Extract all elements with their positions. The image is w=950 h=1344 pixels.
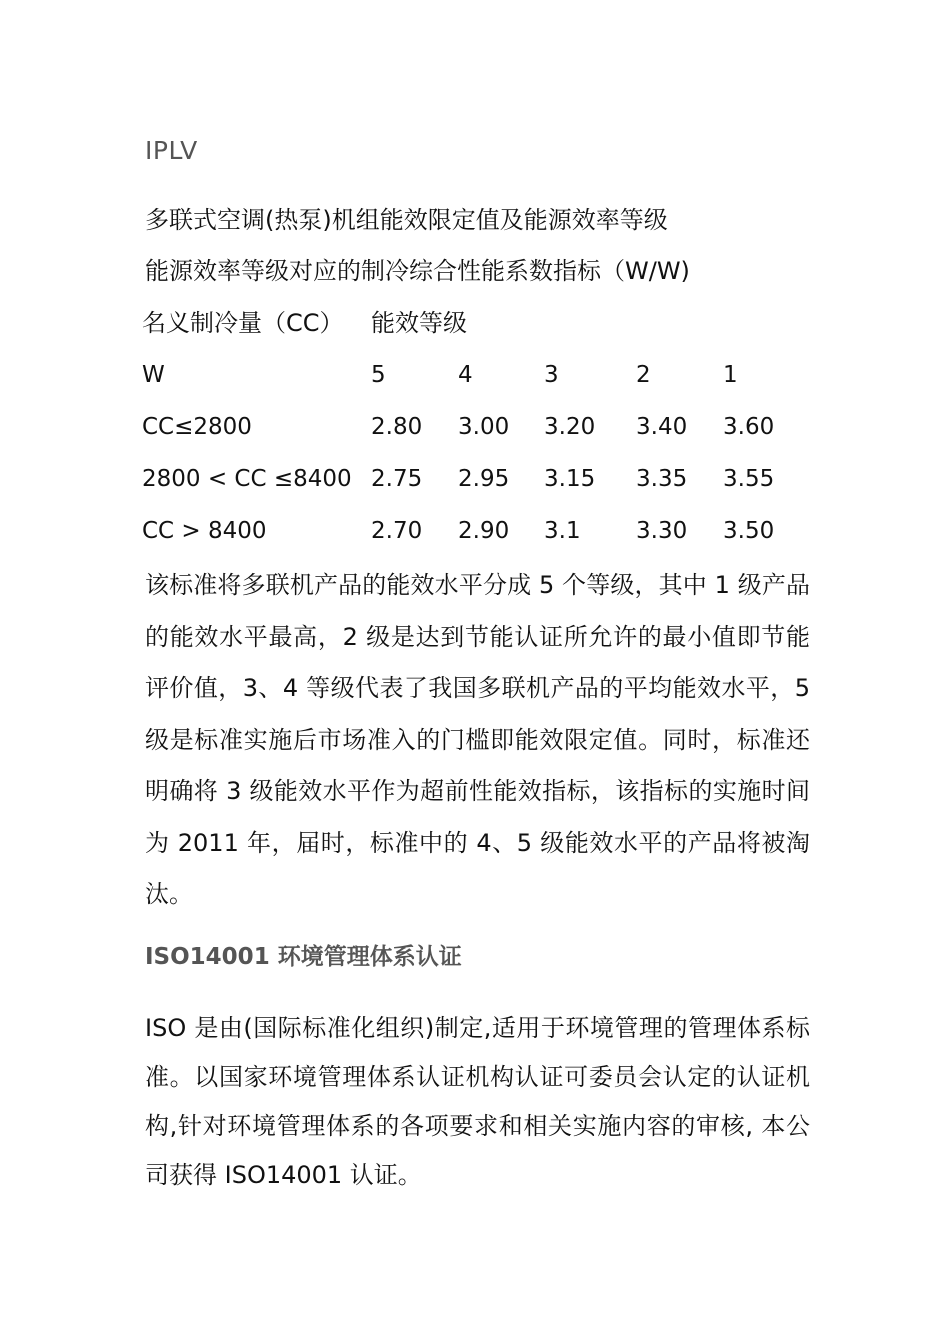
value-cell: 3.1	[544, 518, 581, 544]
value-cell: 3.40	[636, 414, 688, 440]
value-cell: 2.80	[371, 414, 423, 440]
value-cell: 2.70	[371, 518, 423, 544]
standard-subtitle: 能源效率等级对应的制冷综合性能系数指标（W/W)	[145, 257, 690, 285]
value-cell: 3.20	[544, 414, 596, 440]
grade-label: 能效等级	[371, 309, 467, 337]
iso-description-paragraph: ISO 是由(国际标准化组织)制定,适用于环境管理的管理体系标准。以国家环境管理体系认证机构认证可委员会认定的认证机构,针对环境管理体系的各项要求和相关实施内容的审核, 本公司获得 ISO14001 认证。	[145, 1014, 810, 1189]
value-cell: 3.50	[723, 518, 775, 544]
range-cell: 2800 < CC ≤8400	[142, 466, 352, 492]
value-cell: 3.00	[458, 414, 510, 440]
value-cell: 2.90	[458, 518, 510, 544]
value-cell: 2.95	[458, 466, 510, 492]
value-cell: 3.55	[723, 466, 775, 492]
standard-description-paragraph: 该标准将多联机产品的能效水平分成 5 个等级，其中 1 级产品的能效水平最高，2 级是达到节能认证所允许的最小值即节能评价值，3、4 等级代表了我国多联机产品的平均能效水平，5 级是标准实施后市场准入的门槛即能效限定值。同时，标准还明确将 3 级能效水平作为超前性能效指标，该指标的实施时间为 2011 年，届时，标准中的 4、5 级能效水平的产品将被淘汰。	[145, 571, 810, 908]
value-cell: 2.75	[371, 466, 423, 492]
grade-header-cell: 4	[458, 362, 473, 388]
grade-header-cell: 1	[723, 362, 738, 388]
value-cell: 3.15	[544, 466, 596, 492]
standard-title: 多联式空调(热泵)机组能效限定值及能源效率等级	[145, 206, 668, 234]
range-cell: CC > 8400	[142, 518, 267, 544]
value-cell: 3.35	[636, 466, 688, 492]
grade-header-cell: 5	[371, 362, 386, 388]
capacity-label: 名义制冷量（CC）	[142, 309, 344, 337]
unit-cell: W	[142, 362, 165, 388]
iso-heading: ISO14001 环境管理体系认证	[145, 944, 462, 970]
grade-header-cell: 2	[636, 362, 651, 388]
grade-header-cell: 3	[544, 362, 559, 388]
value-cell: 3.60	[723, 414, 775, 440]
iplv-heading: IPLV	[145, 136, 198, 165]
value-cell: 3.30	[636, 518, 688, 544]
range-cell: CC≤2800	[142, 414, 252, 440]
